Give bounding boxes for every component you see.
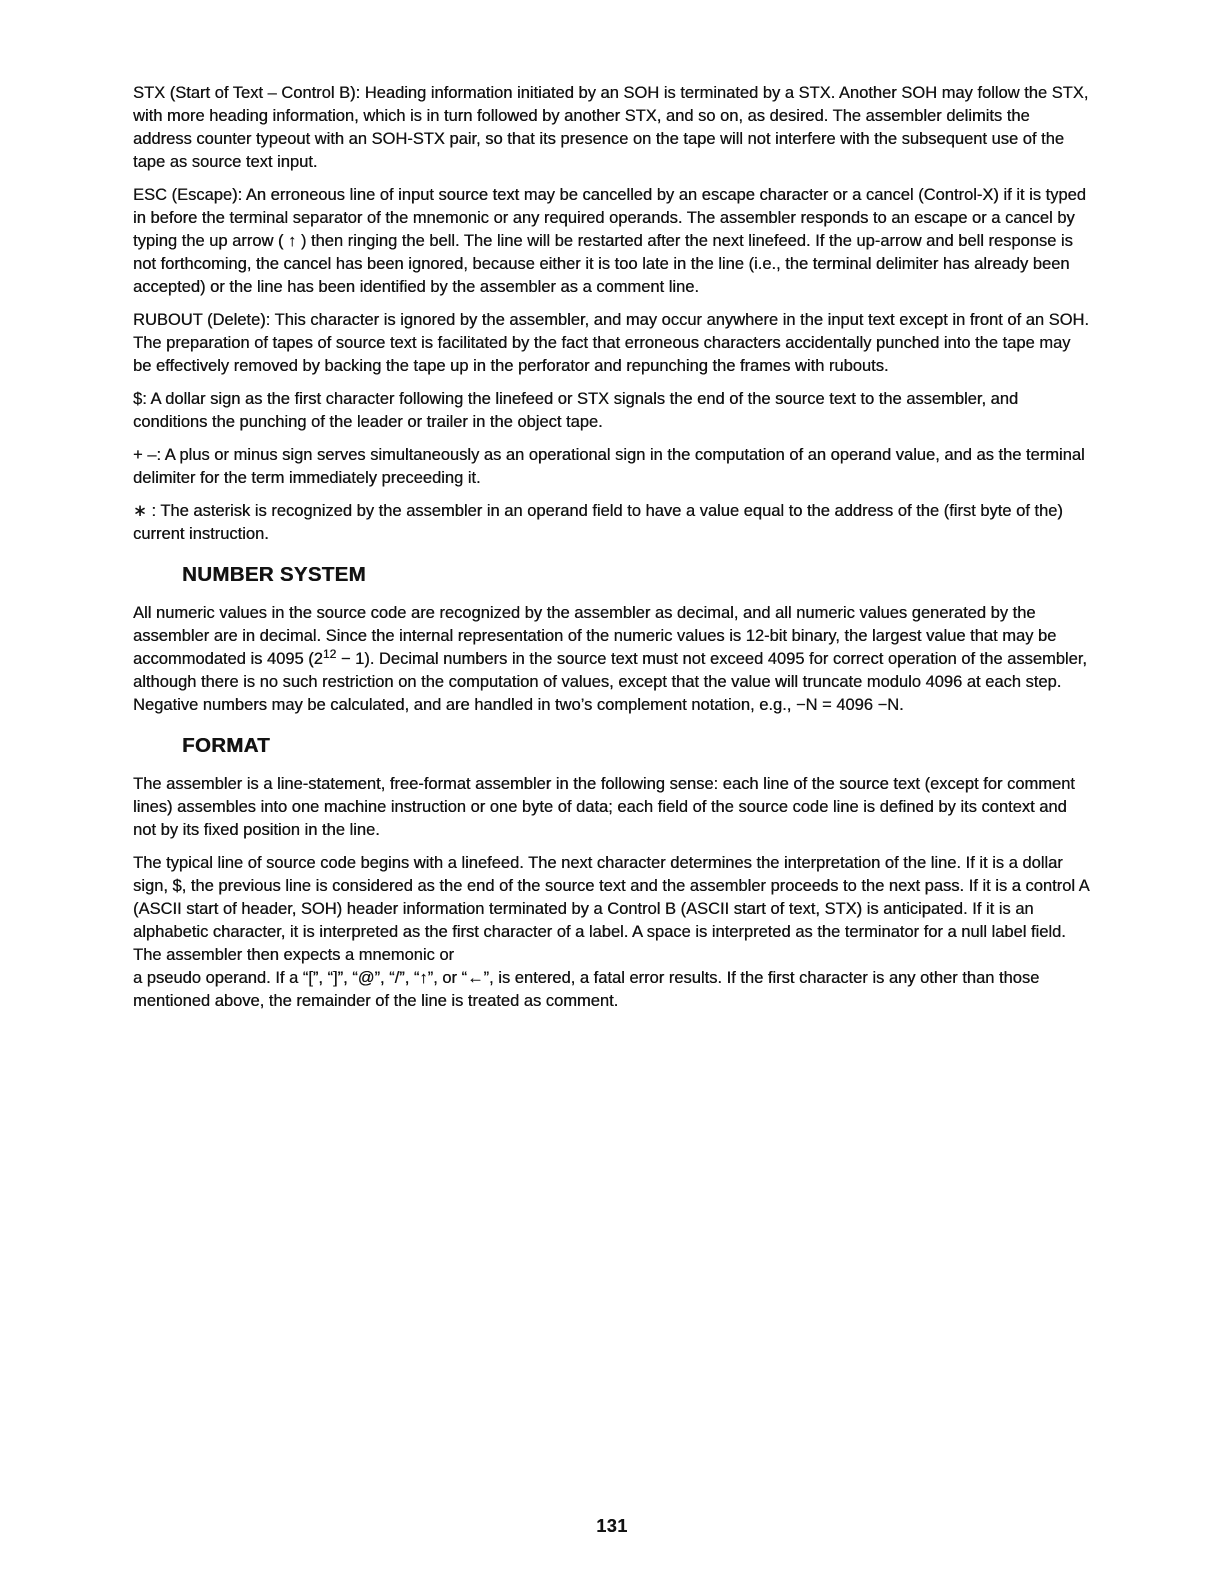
paragraph-esc: ESC (Escape): An erroneous line of input source text may be cancelled by an escape character or a cancel (Control-X) if it is typed in before the terminal separator of the mnemonic or any required operands. The assembler responds to an escape or a cancel by typing the up arrow ( ↑ ) then ringing the bell. The line will be restarted after the next linefeed. If the up-arrow and bell response is not forthcoming, the cancel has been ignored, because either it is too late in the line (i.e., the terminal delimiter has already been accepted) or the line has been identified by the assembler as a comment line. <box>133 186 1086 296</box>
number-system-text-after: − 1). Decimal numbers in the source text must not exceed 4095 for correct operation of the assembler, although there is no such restriction on the computation of values, except that the value will truncate modulo 4096 at each step. Negative numbers may be calculated, and are handled in two’s complement notation, e.g., −N = 4096 −N. <box>133 650 1087 714</box>
paragraph-asterisk: ∗ : The asterisk is recognized by the assembler in an operand field to have a value equal to the address of the (first byte of the) current instruction. <box>133 502 1063 543</box>
document-body <box>133 82 1089 1023</box>
paragraph-rubout: RUBOUT (Delete): This character is ignored by the assembler, and may occur anywhere in the input text except in front of an SOH. The preparation of tapes of source text is facilitated by the fact that erroneous characters accidentally punched into the tape may be effectively removed by backing the tape up in the perforator and repunching the frames with rubouts. <box>133 311 1089 375</box>
paragraph-format-intro: The assembler is a line-statement, free-format assembler in the following sense: each line of the source text (except for comment lines) assembles into one machine instruction or one byte of data; each field of the source code line is defined by its context and not by its fixed position in the line. <box>133 775 1075 839</box>
paragraph-stx: STX (Start of Text – Control B): Heading information initiated by an SOH is terminated by a STX. Another SOH may follow the STX, with more heading information, which is in turn followed by another STX, and so on, as desired. The assembler delimits the address counter typeout with an SOH-STX pair, so that its presence on the tape will not interfere with the subsequent use of the tape as source text input. <box>133 84 1089 171</box>
superscript-exponent: 12 <box>322 647 337 661</box>
number-system-text-before: All numeric values in the source code are recognized by the assembler as decimal, and all numeric values generated by the assembler are in decimal. Since the internal representation of the numeric values is 12-bit binary, the largest value that may be accommodated is 4095 (2 <box>133 604 1057 668</box>
paragraph-number-system <box>133 602 1089 717</box>
heading-format: FORMAT <box>182 734 270 757</box>
paragraph-dollar-sign: $: A dollar sign as the first character following the linefeed or STX signals the end of the source text to the assembler, and conditions the punching of the leader or trailer in the object tape. <box>133 390 1019 431</box>
paragraph-plus-minus: + –: A plus or minus sign serves simultaneously as an operational sign in the computation of an operand value, and as the terminal delimiter for the term immediately preceeding it. <box>133 446 1085 487</box>
paragraph-format-detail <box>133 852 1089 1013</box>
heading-number-system: NUMBER SYSTEM <box>182 563 366 586</box>
format-detail-block-a: The typical line of source code begins with a linefeed. The next character determines the interpretation of the line. If it is a dollar sign, $, the previous line is considered as the end of the source text and the assembler proceeds to the next pass. If it is a control A (ASCII start of header, SOH) header information terminated by a Control B (ASCII start of text, STX) is anticipated. If it is an alphabetic character, it is interpreted as the first character of a label. A space is interpreted as the terminator for a null label field. The assembler then expects a mnemonic or <box>133 854 1089 964</box>
format-detail-block-b: a pseudo operand. If a “[”, “]”, “@”, “/”, “↑”, or “←”, is entered, a fatal error results. If the first character is any other than those mentioned above, the remainder of the line is treated as comment. <box>133 969 1040 1010</box>
page-number: 131 <box>596 1516 628 1536</box>
